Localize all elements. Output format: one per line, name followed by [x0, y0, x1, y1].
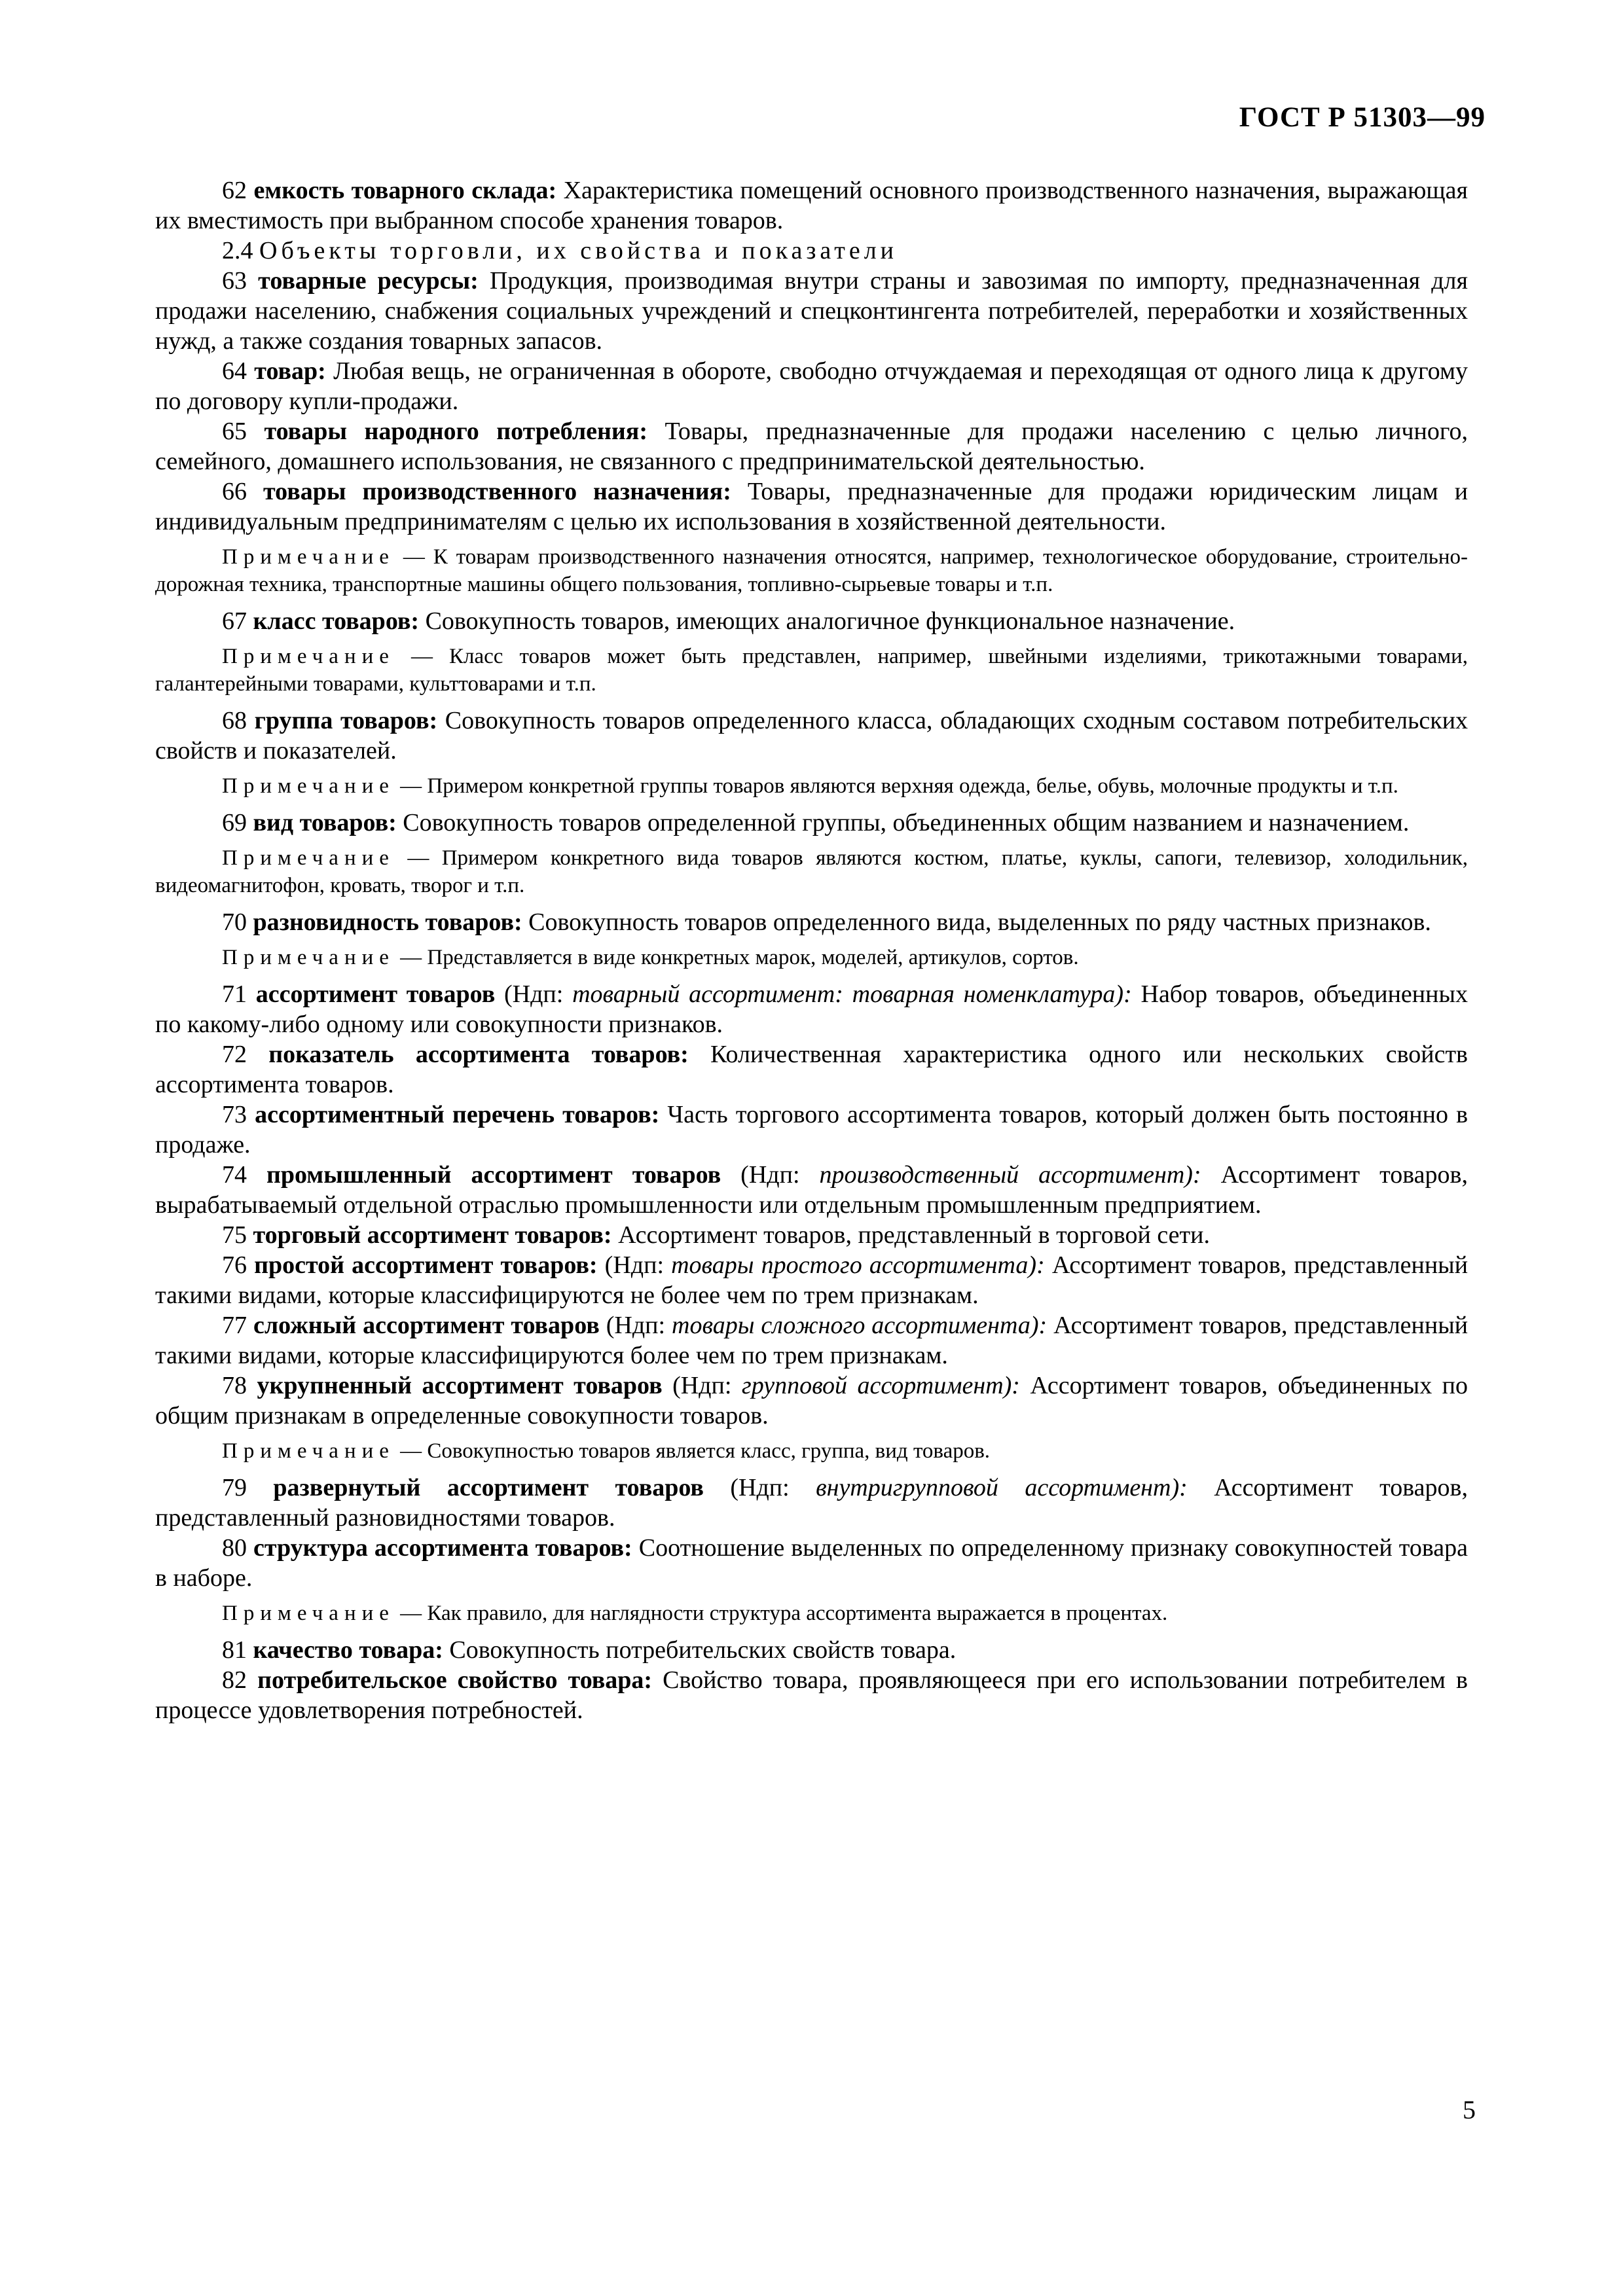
note-label: Примечание [222, 1439, 395, 1463]
note-label: Примечание [222, 1602, 395, 1625]
note-paragraph [155, 772, 1468, 800]
term-definition: Товары, предназначенные для продажи населению с целью личного, семейного, домашнего использования, не связанного с предпринимательской деятельностью. [155, 418, 1468, 475]
term-name: товарные ресурсы: [258, 267, 479, 295]
term-definition: Ассортимент товаров, представленный разновидностями товаров. [155, 1474, 1468, 1532]
term-name: показатель ассортимента товаров: [268, 1041, 689, 1068]
term-entry [155, 979, 1468, 1039]
deprecated-prefix: (Ндп: [730, 1474, 790, 1501]
term-number: 63 [222, 267, 247, 295]
term-entry [155, 1310, 1468, 1371]
term-definition: Совокупность товаров определенного вида, выделенных по ряду частных признаков. [528, 908, 1431, 936]
note-paragraph [155, 944, 1468, 971]
term-number: 66 [222, 478, 247, 505]
note-text: — Совокупностью товаров является класс, группа, вид товаров. [400, 1439, 991, 1463]
term-number: 71 [222, 980, 247, 1008]
term-entry [155, 1533, 1468, 1593]
deprecated-term: товары сложного ассортимента): [672, 1312, 1048, 1339]
term-definition: Характеристика помещений основного производственного назначения, выражающая их вместимость при выбранном способе хранения товаров. [155, 177, 1468, 234]
term-definition: Совокупность товаров определенной группы, объединенных общим названием и назначением. [403, 809, 1410, 836]
standard-designation: ГОСТ Р 51303—99 [1239, 102, 1486, 133]
term-number: 76 [222, 1251, 247, 1279]
document-body [155, 175, 1468, 1725]
term-number: 79 [222, 1474, 247, 1501]
term-number: 74 [222, 1161, 247, 1189]
term-definition: Соотношение выделенных по определенному признаку совокупностей товара в наборе. [155, 1534, 1468, 1592]
section-number: 2.4 [222, 237, 253, 264]
term-name: класс товаров: [253, 607, 420, 635]
deprecated-prefix: (Ндп: [604, 1251, 664, 1279]
term-name: вид товаров: [253, 809, 397, 836]
term-name: разновидность товаров: [253, 908, 522, 936]
term-definition: Любая вещь, не ограниченная в обороте, свободно отчуждаемая и переходящая от одного лица к другому по договору купли-продажи. [155, 357, 1468, 415]
term-name: товары народного потребления: [264, 418, 648, 445]
term-definition: Свойство товара, проявляющееся при его использовании потребителем в процессе удовлетворения потребностей. [155, 1666, 1468, 1724]
term-definition: Набор товаров, объединенных по какому-либо одному или совокупности признаков. [155, 980, 1468, 1038]
note-text: — Примером конкретного вида товаров являются костюм, платье, куклы, сапоги, телевизор, холодильник, видеомагнитофон, кровать, творог и т.п. [155, 846, 1468, 897]
term-entry [155, 266, 1468, 356]
note-label: Примечание [222, 846, 395, 870]
term-entry [155, 808, 1468, 838]
term-number: 72 [222, 1041, 247, 1068]
term-name: промышленный ассортимент товаров [266, 1161, 721, 1189]
term-number: 68 [222, 707, 247, 734]
term-number: 81 [222, 1636, 247, 1664]
term-entry [155, 356, 1468, 416]
term-entry [155, 907, 1468, 937]
term-number: 65 [222, 418, 247, 445]
term-entry [155, 706, 1468, 766]
deprecated-term: внутригрупповой ассортимент): [816, 1474, 1188, 1501]
term-definition: Совокупность товаров определенного класса, обладающих сходным составом потребительских свойств и показателей. [155, 707, 1468, 764]
deprecated-prefix: (Ндп: [672, 1372, 732, 1399]
term-name: товар: [254, 357, 326, 385]
note-paragraph [155, 844, 1468, 899]
term-number: 62 [222, 177, 247, 204]
term-definition: Совокупность товаров, имеющих аналогичное функциональное назначение. [425, 607, 1235, 635]
term-name: группа товаров: [254, 707, 438, 734]
term-entry [155, 416, 1468, 476]
note-text: — Класс товаров может быть представлен, например, швейными изделиями, трикотажными товарами, галантерейными товарами, культтоварами и т.п. [155, 645, 1468, 696]
note-text: — Как правило, для наглядности структура ассортимента выражается в процентах. [400, 1602, 1168, 1625]
note-label: Примечание [222, 774, 395, 798]
term-name: развернутый ассортимент товаров [273, 1474, 704, 1501]
term-definition: Ассортимент товаров, представленный такими видами, которые классифицируются не более чем по трем признакам. [155, 1251, 1468, 1309]
term-number: 73 [222, 1101, 247, 1128]
term-number: 69 [222, 809, 247, 836]
term-number: 67 [222, 607, 247, 635]
term-entry [155, 606, 1468, 636]
term-entry [155, 476, 1468, 537]
note-text: — Примером конкретной группы товаров являются верхняя одежда, белье, обувь, молочные продукты и т.п. [400, 774, 1398, 798]
term-entry [155, 1160, 1468, 1220]
page-number: 5 [1463, 2095, 1476, 2125]
note-paragraph [155, 643, 1468, 698]
term-definition: Ассортимент товаров, представленный такими видами, которые классифицируются более чем по трем признакам. [155, 1312, 1468, 1369]
term-number: 64 [222, 357, 247, 385]
term-definition: Ассортимент товаров, вырабатываемый отдельной отраслью промышленности или отдельным промышленным предприятием. [155, 1161, 1468, 1219]
section-heading [155, 236, 1468, 266]
term-definition: Количественная характеристика одного или нескольких свойств ассортимента товаров. [155, 1041, 1468, 1098]
term-definition: Продукция, производимая внутри страны и завозимая по импорту, предназначенная для продажи населению, снабжения социальных учреждений и спецконтингента потребителей, переработки и хозяйственных нужд, а также создания товарных запасов. [155, 267, 1468, 355]
term-entry [155, 1635, 1468, 1665]
term-name: ассортиментный перечень товаров: [255, 1101, 660, 1128]
deprecated-term: товары простого ассортимента): [671, 1251, 1045, 1279]
deprecated-term: производственный ассортимент): [819, 1161, 1201, 1189]
term-number: 70 [222, 908, 247, 936]
term-name: товары производственного назначения: [263, 478, 731, 505]
term-name: простой ассортимент товаров: [254, 1251, 598, 1279]
term-name: потребительское свойство товара: [257, 1666, 653, 1694]
term-number: 82 [222, 1666, 247, 1694]
term-definition: Ассортимент товаров, объединенных по общим признакам в определенные совокупности товаров. [155, 1372, 1468, 1429]
term-definition: Ассортимент товаров, представленный в торговой сети. [618, 1221, 1210, 1249]
deprecated-term: товарный ассортимент: товарная номенклатура): [572, 980, 1132, 1008]
deprecated-term: групповой ассортимент): [741, 1372, 1020, 1399]
section-title: Объекты торговли, их свойства и показатели [259, 237, 898, 264]
term-entry [155, 1371, 1468, 1431]
term-name: укрупненный ассортимент товаров [257, 1372, 663, 1399]
note-paragraph [155, 1437, 1468, 1465]
term-name: структура ассортимента товаров: [253, 1534, 632, 1562]
term-name: ассортимент товаров [255, 980, 496, 1008]
term-entry [155, 1665, 1468, 1725]
deprecated-prefix: (Ндп: [503, 980, 564, 1008]
term-definition: Товары, предназначенные для продажи юридическим лицам и индивидуальным предпринимателям с целью их использования в хозяйственной деятельности. [155, 478, 1468, 535]
note-label: Примечание [222, 946, 395, 969]
note-text: — Представляется в виде конкретных марок, моделей, артикулов, сортов. [400, 946, 1079, 969]
term-name: сложный ассортимент товаров [253, 1312, 600, 1339]
term-name: качество товара: [253, 1636, 443, 1664]
term-number: 77 [222, 1312, 247, 1339]
term-name: емкость товарного склада: [253, 177, 557, 204]
term-definition: Часть торгового ассортимента товаров, который должен быть постоянно в продаже. [155, 1101, 1468, 1158]
note-text: — К товарам производственного назначения относятся, например, технологическое оборудование, строительно-дорожная техника, транспортные машины общего пользования, топливно-сырьевые товары и т.п. [155, 545, 1468, 596]
term-entry [155, 1220, 1468, 1250]
term-entry [155, 1039, 1468, 1100]
term-entry [155, 1250, 1468, 1310]
term-entry [155, 1100, 1468, 1160]
note-paragraph [155, 1600, 1468, 1627]
note-paragraph [155, 543, 1468, 598]
note-label: Примечание [222, 645, 395, 668]
deprecated-prefix: (Ндп: [606, 1312, 666, 1339]
term-entry [155, 175, 1468, 236]
term-entry [155, 1473, 1468, 1533]
term-name: торговый ассортимент товаров: [253, 1221, 612, 1249]
deprecated-prefix: (Ндп: [740, 1161, 800, 1189]
term-number: 75 [222, 1221, 247, 1249]
term-number: 78 [222, 1372, 247, 1399]
term-definition: Совокупность потребительских свойств товара. [449, 1636, 957, 1664]
note-label: Примечание [222, 545, 395, 569]
term-number: 80 [222, 1534, 247, 1562]
